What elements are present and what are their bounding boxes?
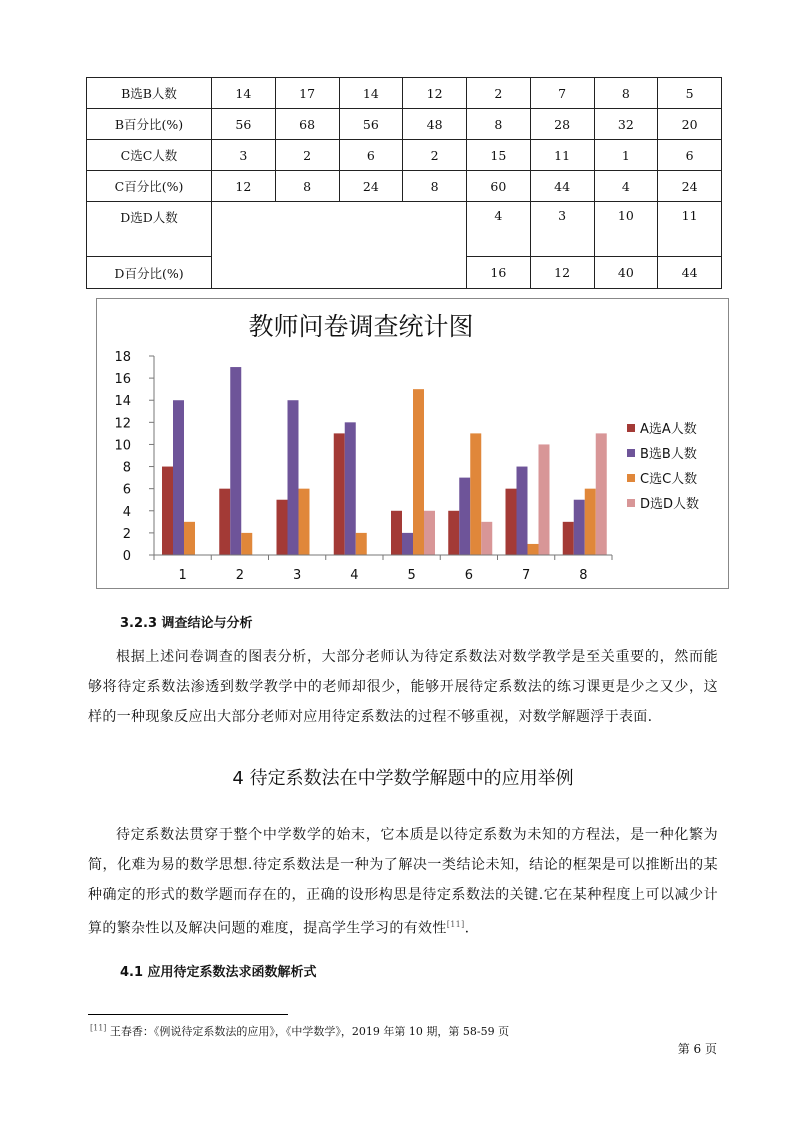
paragraph — [88, 820, 718, 944]
y-tick-label: 4 — [122, 504, 131, 520]
table-cell: 40 — [594, 257, 658, 289]
footnote-text: 王春香：《例说待定系数法的应用》，《中学数学》，2019 年第 10 期，第 58-59 页 — [109, 1025, 510, 1038]
table-row — [87, 109, 722, 140]
table-cell: 11 — [658, 202, 722, 257]
bar — [596, 433, 607, 555]
bar — [219, 489, 230, 555]
page-number: 第 6 页 — [677, 1042, 717, 1056]
empty-merged-cell — [212, 202, 467, 289]
subsection-heading: 4.1 应用待定系数法求函数解析式 — [120, 965, 317, 980]
table-cell: 14 — [212, 78, 276, 109]
bar — [517, 467, 528, 555]
bar — [448, 511, 459, 555]
footnote-divider — [88, 1014, 288, 1015]
y-tick-label: 8 — [122, 460, 131, 476]
table-cell: 4 — [467, 202, 531, 257]
y-tick-label: 10 — [114, 438, 131, 454]
x-tick-label: 6 — [464, 568, 474, 583]
table-cell: 2 — [403, 140, 467, 171]
table-cell: 8 — [467, 109, 531, 140]
table-cell: 8 — [403, 171, 467, 202]
y-tick-label: 0 — [122, 549, 131, 564]
legend-swatch — [627, 449, 635, 457]
bar — [563, 522, 574, 555]
table-cell: 2 — [275, 140, 339, 171]
table-cell: 2 — [467, 78, 531, 109]
table-cell: 7 — [530, 78, 594, 109]
section-heading: 3.2.3 调查结论与分析 — [120, 616, 253, 631]
paragraph-end: . — [464, 920, 470, 937]
legend-swatch — [627, 424, 635, 432]
bar — [356, 533, 367, 555]
bar — [391, 511, 402, 555]
row-label: B百分比(%) — [87, 109, 212, 140]
chapter-heading: 4 待定系数法在中学数学解题中的应用举例 — [232, 768, 574, 789]
row-label: D百分比(%) — [87, 257, 212, 289]
table-cell: 14 — [339, 78, 403, 109]
bar — [585, 489, 596, 555]
paragraph: 根据上述问卷调查的图表分析，大部分老师认为待定系数法对数学教学是至关重要的，然而能够将待定系数法渗透到数学教学中的老师却很少，能够开展待定系数法的练习课更是少之又少，这样的一种现象反应出大部分老师对应用待定系数法的过程不够重视，对数学解题浮于表面. — [88, 649, 718, 725]
table-cell: 68 — [275, 109, 339, 140]
legend — [627, 421, 699, 512]
bar — [334, 433, 345, 555]
table-cell: 8 — [275, 171, 339, 202]
table-row — [87, 78, 722, 109]
statistics-table — [86, 77, 722, 289]
y-tick-label: 14 — [114, 394, 131, 410]
table-cell: 60 — [467, 171, 531, 202]
x-tick-label: 1 — [178, 568, 187, 583]
table-cell: 10 — [594, 202, 658, 257]
table-cell: 44 — [530, 171, 594, 202]
y-tick-label: 6 — [122, 482, 131, 498]
bar — [241, 533, 252, 555]
paragraph-text: 待定系数法贯穿于整个中学数学的始末，它本质是以待定系数为未知的方程法，是一种化繁为简，化难为易的数学思想.待定系数法是一种为了解决一类结论未知，结论的框架是可以推断出的某种确定的形式的数学题而存在的，正确的设形构思是待定系数法的关键.它在某种程度上可以减少计算的繁杂性以及解决问题的难度，提高学生学习的有效性 — [88, 827, 718, 937]
table-cell: 44 — [658, 257, 722, 289]
legend-swatch — [627, 499, 635, 507]
bar — [277, 500, 288, 555]
x-tick-label: 3 — [292, 568, 302, 583]
y-tick-label: 16 — [114, 372, 131, 388]
table-row — [87, 171, 722, 202]
footnote — [90, 1023, 509, 1039]
table-cell: 28 — [530, 109, 594, 140]
y-tick-label: 18 — [114, 350, 131, 365]
table-cell: 12 — [212, 171, 276, 202]
x-tick-label: 7 — [521, 568, 531, 583]
table-cell: 20 — [658, 109, 722, 140]
bar — [470, 433, 481, 555]
x-tick-label: 5 — [407, 568, 416, 583]
bar-chart — [96, 298, 729, 589]
table-cell: 56 — [339, 109, 403, 140]
bar — [173, 400, 184, 555]
table-cell: 32 — [594, 109, 658, 140]
footnote-marker: [11] — [90, 1023, 107, 1033]
bar — [481, 522, 492, 555]
chart-title: 教师问卷调查统计图 — [248, 312, 474, 341]
row-label: C百分比(%) — [87, 171, 212, 202]
legend-label: A选A人数 — [640, 422, 697, 437]
table-cell: 56 — [212, 109, 276, 140]
table-cell: 3 — [212, 140, 276, 171]
citation-ref[interactable]: [11] — [446, 920, 465, 929]
legend-label: C选C人数 — [640, 472, 698, 487]
legend-label: B选B人数 — [640, 447, 697, 462]
table-cell: 4 — [594, 171, 658, 202]
table-cell: 12 — [403, 78, 467, 109]
bar — [506, 489, 517, 555]
table-cell: 1 — [594, 140, 658, 171]
table-cell: 6 — [658, 140, 722, 171]
bar — [299, 489, 310, 555]
bar — [230, 367, 241, 555]
row-label: B选B人数 — [87, 78, 212, 109]
bar — [184, 522, 195, 555]
table-cell: 5 — [658, 78, 722, 109]
row-label: D选D人数 — [87, 202, 212, 257]
table-cell: 16 — [467, 257, 531, 289]
table-cell: 48 — [403, 109, 467, 140]
bar — [413, 389, 424, 555]
table-cell: 6 — [339, 140, 403, 171]
x-tick-label: 8 — [579, 568, 588, 583]
chart-svg — [97, 299, 727, 587]
table-cell: 15 — [467, 140, 531, 171]
table-cell: 17 — [275, 78, 339, 109]
y-axis — [114, 350, 154, 564]
bar — [402, 533, 413, 555]
bar — [539, 444, 550, 555]
table-row — [87, 140, 722, 171]
table-cell: 3 — [530, 202, 594, 257]
bar — [424, 511, 435, 555]
bar — [288, 400, 299, 555]
bar-series — [162, 367, 607, 555]
table-cell: 24 — [339, 171, 403, 202]
x-tick-label: 2 — [235, 568, 245, 583]
legend-label: D选D人数 — [640, 497, 700, 512]
table-row — [87, 202, 722, 257]
y-tick-label: 12 — [114, 416, 131, 432]
x-tick-label: 4 — [350, 568, 359, 583]
table-cell: 12 — [530, 257, 594, 289]
table-cell: 11 — [530, 140, 594, 171]
table-cell: 24 — [658, 171, 722, 202]
table-cell: 8 — [594, 78, 658, 109]
bar — [528, 544, 539, 555]
bar — [574, 500, 585, 555]
bar — [162, 467, 173, 555]
y-tick-label: 2 — [122, 526, 131, 542]
bar — [345, 422, 356, 555]
row-label: C选C人数 — [87, 140, 212, 171]
legend-swatch — [627, 474, 635, 482]
bar — [459, 478, 470, 555]
